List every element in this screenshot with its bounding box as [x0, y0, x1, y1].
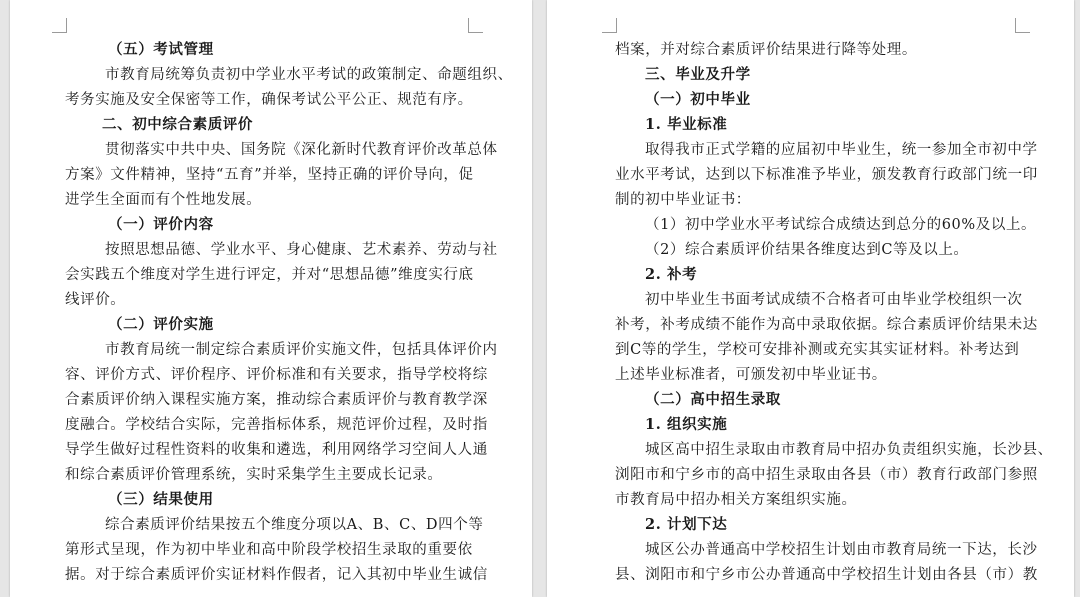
- document-page-left: [10, 0, 532, 597]
- paragraph-line: 市教育局统一制定综合素质评价实施文件，包括具体评价内: [105, 342, 498, 358]
- paragraph-line: 进学生全面而有个性地发展。: [65, 192, 262, 208]
- paragraph-line: 容、评价方式、评价程序、评价标准和有关要求，指导学校将综: [65, 367, 488, 383]
- section-heading: （一）评价内容: [108, 216, 214, 233]
- paragraph-line: 市教育局统筹负责初中学业水平考试的政策制定、命题组织、: [105, 67, 513, 83]
- paragraph-line: 考务实施及安全保密等工作，确保考试公平公正、规范有序。: [65, 92, 473, 108]
- paragraph-line: 导学生做好过程性资料的收集和遴选，利用网络学习空间人人通: [65, 442, 488, 458]
- section-heading: （二）高中招生录取: [645, 391, 781, 408]
- section-heading: 2. 计划下达: [645, 516, 728, 533]
- margin-corner-mark: [52, 18, 67, 33]
- paragraph-line: 度融合。学校结合实际，完善指标体系，规范评价过程，及时指: [65, 417, 488, 433]
- margin-corner-mark: [602, 18, 617, 33]
- section-heading: （一）初中毕业: [645, 91, 751, 108]
- paragraph-line: 贯彻落实中共中央、国务院《深化新时代教育评价改革总体: [105, 142, 498, 158]
- paragraph-line: 会实践五个维度对学生进行评定，并对“思想品德”维度实行底: [65, 267, 474, 283]
- paragraph-line: 业水平考试，达到以下标准准予毕业，颁发教育行政部门统一印: [615, 167, 1038, 183]
- paragraph-line: 按照思想品德、学业水平、身心健康、艺术素养、劳动与社: [105, 242, 498, 258]
- section-heading: 1. 组织实施: [645, 416, 728, 433]
- paragraph-line: 县、浏阳市和宁乡市公办普通高中学校招生计划由各县（市）教: [615, 567, 1038, 583]
- paragraph-line: 制的初中毕业证书：: [615, 192, 751, 208]
- paragraph-line: 取得我市正式学籍的应届初中毕业生，统一参加全市初中学: [645, 142, 1038, 158]
- paragraph-line: 城区公办普通高中学校招生计划由市教育局统一下达，长沙: [645, 542, 1038, 558]
- paragraph-line: 第形式呈现，作为初中毕业和高中阶段学校招生录取的重要依: [65, 542, 473, 558]
- margin-corner-mark: [468, 18, 483, 33]
- paragraph-line: 合素质评价纳入课程实施方案，推动综合素质评价与教育教学深: [65, 392, 488, 408]
- section-heading: 二、初中综合素质评价: [102, 116, 253, 133]
- paragraph-line: 到C等的学生，学校可安排补测或充实其实证材料。补考达到: [615, 342, 1020, 358]
- document-page-right: [547, 0, 1074, 597]
- list-item: （1）初中学业水平考试综合成绩达到总分的60%及以上。: [645, 217, 1037, 233]
- paragraph-line: 综合素质评价结果按五个维度分项以A、B、C、D四个等: [105, 517, 484, 533]
- section-heading: 2. 补考: [645, 266, 698, 283]
- section-heading: 三、毕业及升学: [645, 66, 751, 83]
- paragraph-line: 方案》文件精神，坚持“五育”并举，坚持正确的评价导向，促: [65, 167, 474, 183]
- paragraph-line: 初中毕业生书面考试成绩不合格者可由毕业学校组织一次: [645, 292, 1023, 308]
- section-heading: 1. 毕业标准: [645, 116, 728, 133]
- list-item: （2）综合素质评价结果各维度达到C等及以上。: [645, 242, 969, 258]
- section-heading: （五）考试管理: [108, 41, 214, 58]
- paragraph-line: 浏阳市和宁乡市的高中招生录取由各县（市）教育行政部门参照: [615, 467, 1038, 483]
- paragraph-line: 市教育局中招办相关方案组织实施。: [615, 492, 857, 508]
- paragraph-line: 城区高中招生录取由市教育局中招办负责组织实施，长沙县、: [645, 442, 1053, 458]
- section-heading: （二）评价实施: [108, 316, 214, 333]
- paragraph-line: 和综合素质评价管理系统，实时采集学生主要成长记录。: [65, 467, 443, 483]
- paragraph-line: 补考，补考成绩不能作为高中录取依据。综合素质评价结果未达: [615, 317, 1038, 333]
- paragraph-line: 据。对于综合素质评价实证材料作假者，记入其初中毕业生诚信: [65, 567, 488, 583]
- paragraph-line: 上述毕业标准者，可颁发初中毕业证书。: [615, 367, 887, 383]
- paragraph-line: 档案，并对综合素质评价结果进行降等处理。: [615, 42, 917, 58]
- section-heading: （三）结果使用: [108, 491, 214, 508]
- paragraph-line: 线评价。: [65, 292, 126, 308]
- margin-corner-mark: [1015, 18, 1030, 33]
